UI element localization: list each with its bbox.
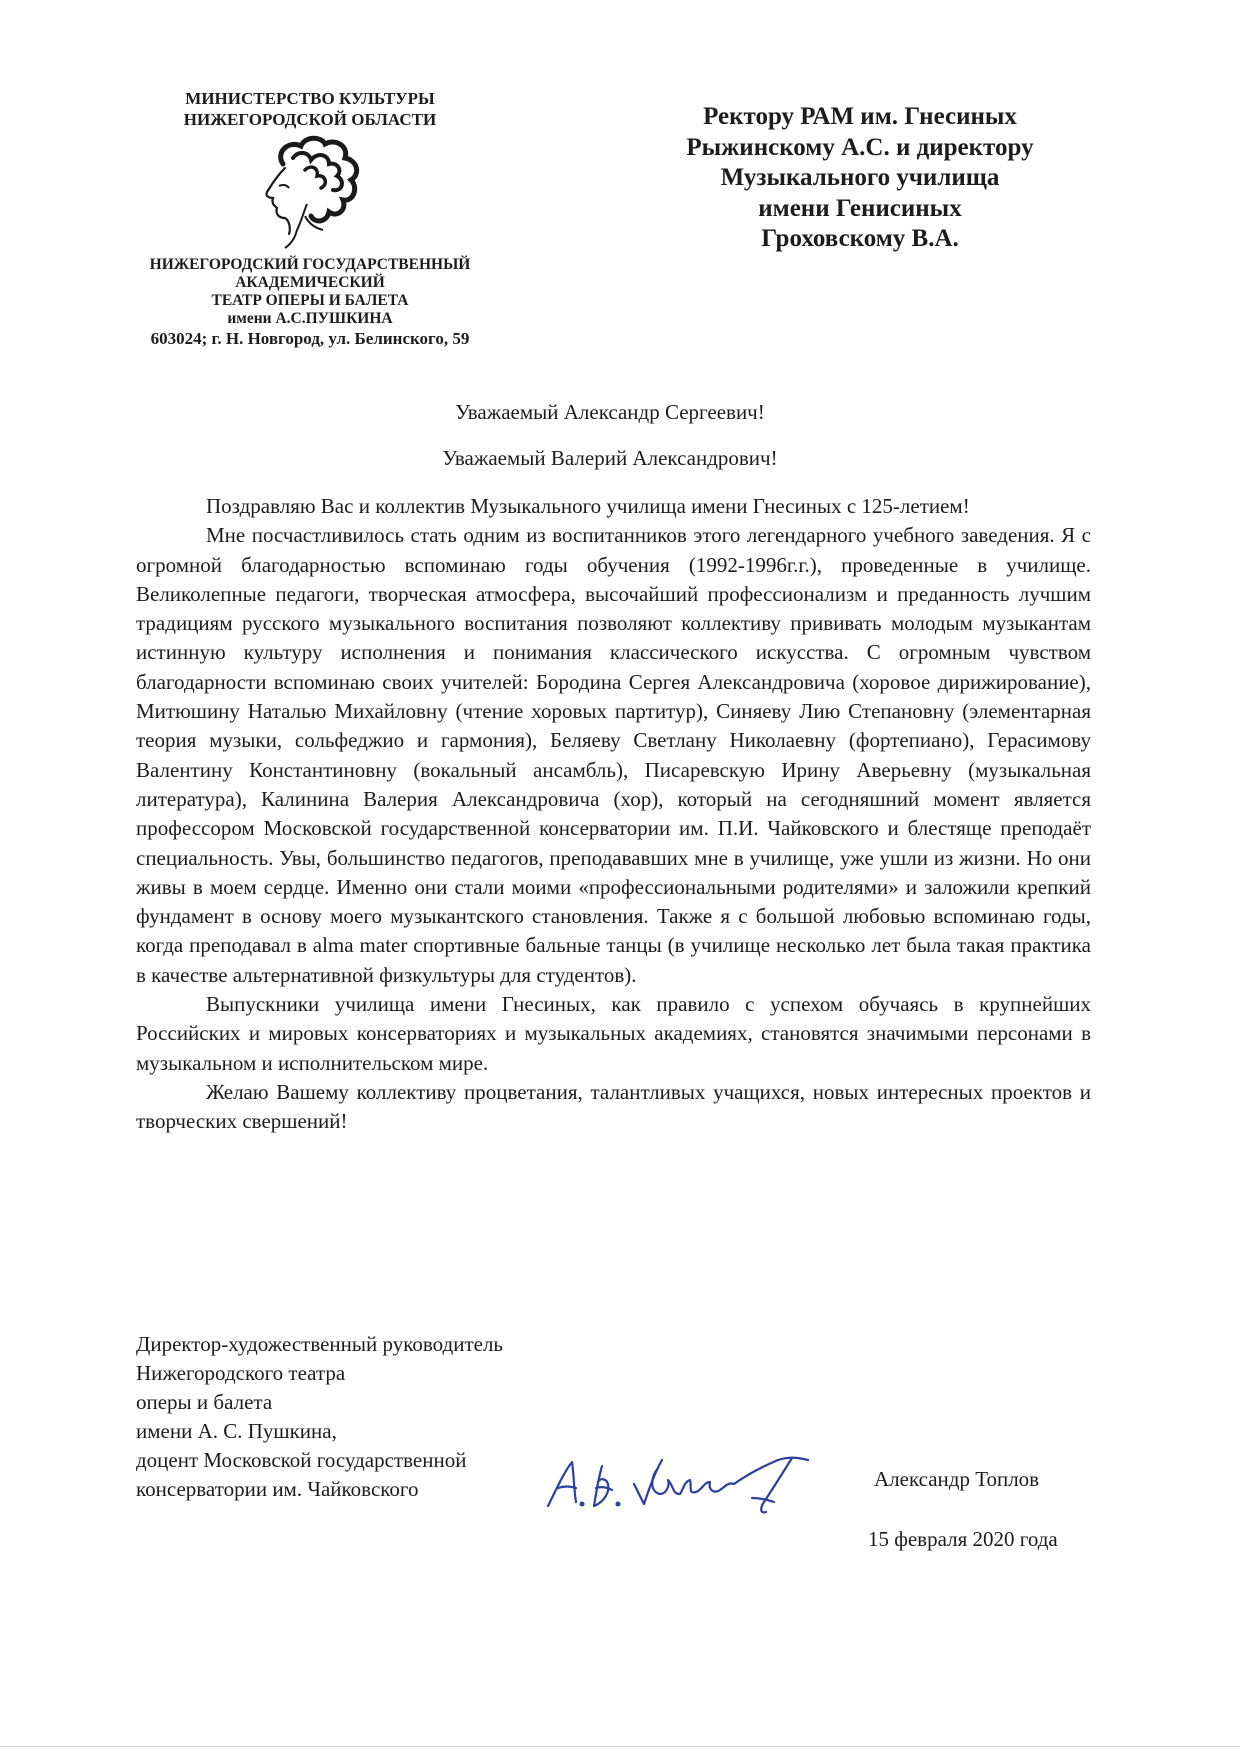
scan-edge-divider [0,1746,1240,1747]
handwritten-signature [538,1428,858,1528]
greeting-line: Уважаемый Валерий Александрович! [442,446,778,470]
recipient-line: Гроховскому В.А. [761,225,959,252]
ministry-region-line: НИЖЕГОРОДСКОЙ ОБЛАСТИ [183,110,437,129]
body-paragraph: Выпускники училища имени Гнесиных, как правило с успехом обучаясь в крупнейших Российских и мировых консерваториях и музыкальных академиях, становятся значимыми персонами в музыкальном и исполнительском мире. [136,992,1091,1075]
recipient-line: Ректору РАМ им. Гнесиных [703,103,1017,130]
signatory-title-line: оперы и балета [136,1390,273,1414]
theatre-academic-line: АКАДЕМИЧЕСКИЙ [235,274,385,291]
ministry-line: МИНИСТЕРСТВО КУЛЬТУРЫ [185,89,435,108]
recipient-line: Рыжинскому А.С. и директору [686,133,1034,161]
body-paragraph: Мне посчастливилось стать одним из воспитанников этого легендарного учебного заведения. Я с огромной благодарностью вспоминаю годы обучения (1992-1996г.г.), проведенные в училище. Великолепные педагоги, творческая атмосфера, высочайший профессионализм и преданность лучшим традициям русского музыкального воспитания позволяют коллективу прививать молодым музыкантам истинную культуру исполнения и понимания классического искусства. С огромным чувством благодарности вспоминаю своих учителей: Бородина Сергея Александровича (хоровое дирижирование), Митюшину Наталью Михайловну (чтение хоровых партитур), Синяеву Лию Степановну (элементарная теория музыки, сольфеджио и гармония), Беляеву Светлану Николаевну (фортепиано), Герасимову Валентину Константиновну (вокальный ансамбль), Писаревскую Ирину Аверьевну (музыкальная литература), Калинина Валерия Александровича (хор), который на сегодняшний момент является профессором Московской государственной консерватории им. П.И. Чайковского и блестяще преподаёт специальность. Увы, большинство педагогов, преподававших мне в училище, уже ушли из жизни. Но они живы в моем сердце. Именно они стали моими «профессиональными родителями» и заложили крепкий фундамент в основу моего музыкантского становления. Также я с большой любовью вспоминаю годы, когда преподавал в alma mater спортивные бальные танцы (в училище несколько лет была такая практика в качестве альтернативной физкультуры для студентов). [136,523,1091,987]
body-paragraph: Желаю Вашему коллективу процветания, талантливых учащихся, новых интересных проектов и творческих свершений! [136,1079,1091,1134]
signatory-title [136,1330,556,1504]
theatre-opera-line: ТЕАТР ОПЕРЫ И БАЛЕТА [211,292,409,309]
signatory-title-line: доцент Московской государственной [136,1448,467,1472]
signatory-title-line: Директор-художественный руководитель [136,1332,504,1356]
letter-body [136,492,1091,1137]
greeting-line: Уважаемый Александр Сергеевич! [455,400,765,424]
sender-address: 603024; г. Н. Новгород, ул. Белинского, 59 [150,329,470,348]
letterhead [95,88,525,350]
theatre-name-line: имени А.С.ПУШКИНА [227,310,393,327]
recipient-line: Музыкального училища [720,164,1000,191]
signatory-title-line: имени А. С. Пушкина, [136,1419,337,1443]
pushkin-portrait-icon [245,134,375,252]
theatre-line: НИЖЕГОРОДСКИЙ ГОСУДАРСТВЕННЫЙ [149,256,471,273]
signatory-title-line: Нижегородского театра [136,1361,346,1385]
signer-name: Александр Топлов [874,1467,1040,1491]
signatory-title-line: консерватории им. Чайковского [136,1477,419,1501]
recipient-block [640,102,1080,255]
body-paragraph: Поздравляю Вас и коллектив Музыкального училища имени Гнесиных с 125-летием! [206,494,970,518]
letter-date: 15 февраля 2020 года [868,1527,1058,1551]
recipient-line: имени Генисиных [758,194,962,222]
